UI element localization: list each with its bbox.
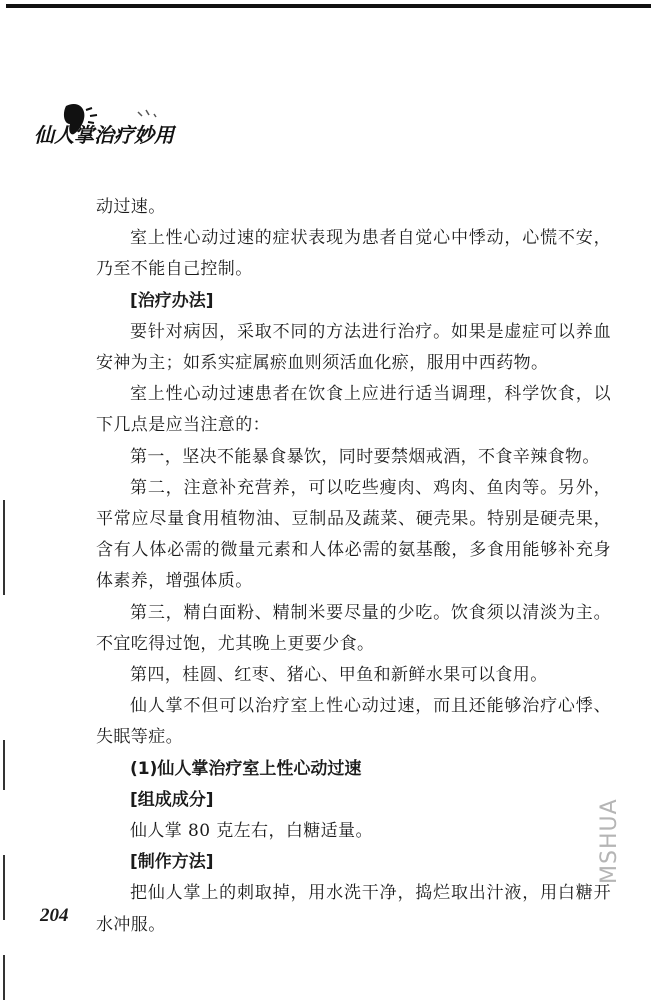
paragraph: 仙人掌 80 克左右，白糖适量。	[130, 821, 373, 842]
section-heading: [制作方法]	[130, 852, 214, 873]
paragraph: 要针对病因，采取不同的方法进行治疗。如果是虚症可以养血安神为主；如系实症属瘀血则须活血化瘀，服用中西药物。	[96, 321, 611, 374]
section-heading: (1)仙人掌治疗室上性心动过速	[130, 758, 362, 779]
page-body	[96, 192, 611, 941]
paragraph: 室上性心动过速的症状表现为患者自觉心中悸动，心慌不安，乃至不能自己控制。	[96, 228, 611, 280]
scan-margin-mark	[3, 740, 5, 790]
top-rule	[6, 4, 651, 8]
paragraph: 动过速。	[96, 197, 166, 217]
paragraph: 仙人掌不但可以治疗室上性心动过速，而且还能够治疗心悸、失眠等症。	[96, 696, 611, 748]
cactus-logo-icon	[28, 100, 228, 160]
paragraph: 第二，注意补充营养，可以吃些瘦肉、鸡肉、鱼肉等。另外，平常应尽量食用植物油、豆制品及蔬菜、硬壳果。特别是硬壳果，含有人体必需的微量元素和人体必需的氨基酸，多食用能够补充身体素养，增强体质。	[96, 477, 611, 592]
section-heading: [治疗办法]	[130, 290, 214, 311]
paragraph: 室上性心动过速患者在饮食上应进行适当调理，科学饮食，以下几点是应当注意的：	[96, 384, 611, 436]
paragraph: 第四，桂圆、红枣、猪心、甲鱼和新鲜水果可以食用。	[130, 665, 548, 686]
paragraph: 第一，坚决不能暴食暴饮，同时要禁烟戒酒，不食辛辣食物。	[130, 446, 600, 467]
scan-margin-mark	[3, 855, 5, 920]
paragraph: 第三，精白面粉、精制米要尽量的少吃。饮食须以清淡为主。不宜吃得过饱，尤其晚上更要少食。	[96, 602, 611, 654]
scan-margin-mark	[3, 500, 5, 595]
section-heading: [组成成分]	[130, 789, 214, 810]
watermark: MSHUA	[597, 798, 622, 884]
scan-margin-mark	[3, 955, 5, 1000]
page-number: 204	[40, 905, 69, 926]
paragraph: 把仙人掌上的刺取掉，用水洗干净，捣烂取出汁液，用白糖开水冲服。	[96, 883, 611, 935]
book-title-text: 仙人掌治疗妙用	[34, 123, 174, 147]
book-header-logo	[28, 100, 228, 160]
